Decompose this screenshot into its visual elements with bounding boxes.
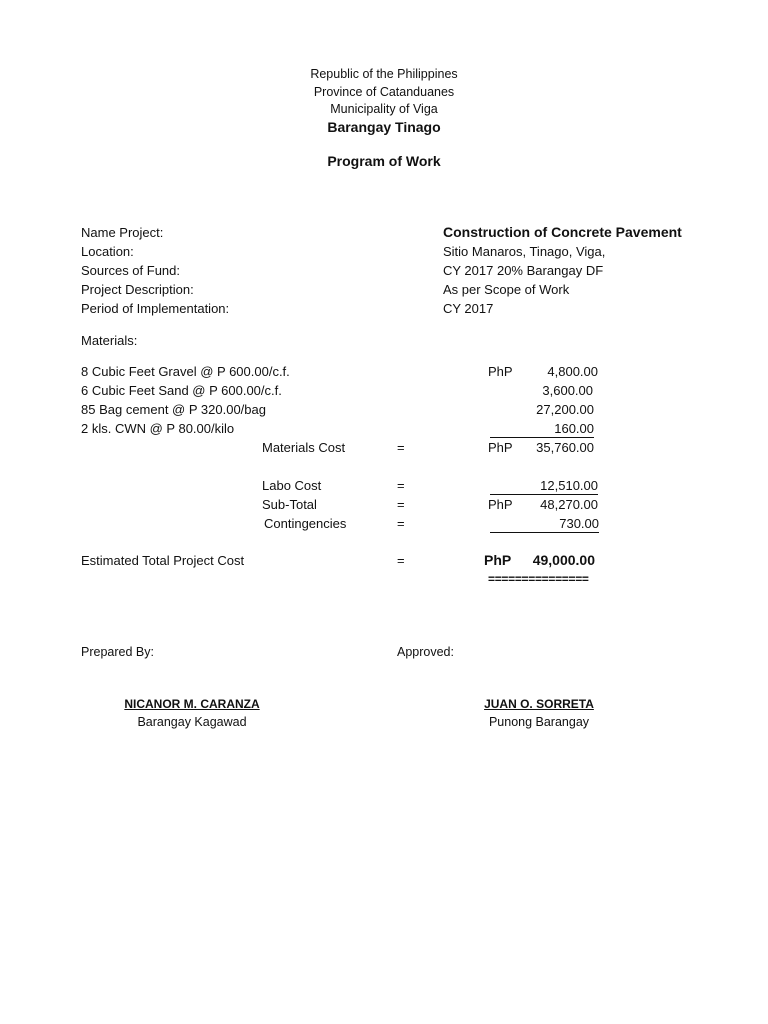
total-currency: PhP <box>484 552 512 568</box>
fund-label: Sources of Fund: <box>81 263 180 278</box>
republic-line: Republic of the Philippines <box>310 67 458 81</box>
fund-value: CY 2017 20% Barangay DF <box>443 263 604 278</box>
material-item-amount: 3,600.00 <box>542 383 593 398</box>
equals-sign: = <box>397 553 405 568</box>
document-title: Program of Work <box>327 153 441 169</box>
province-line: Province of Catanduanes <box>313 85 455 99</box>
location-value: Sitio Manaros, Tinago, Viga, <box>443 244 606 259</box>
material-item-desc: 8 Cubic Feet Gravel @ P 600.00/c.f. <box>81 364 290 379</box>
municipality-line: Municipality of Viga <box>330 102 438 116</box>
total-amount: 49,000.00 <box>532 552 595 568</box>
location-label: Location: <box>81 244 134 259</box>
preparer-name: NICANOR M. CARANZA <box>124 697 260 711</box>
material-item-desc: 2 kls. CWN @ P 80.00/kilo <box>81 421 235 436</box>
description-label: Project Description: <box>81 282 194 297</box>
labor-cost-amount: 12,510.00 <box>490 478 598 495</box>
barangay-name: Barangay Tinago <box>327 119 441 135</box>
subtotal-currency: PhP <box>488 497 513 512</box>
total-double-rule: =============== <box>488 572 589 586</box>
material-item-amount: 27,200.00 <box>536 402 594 417</box>
labor-cost-label: Labo Cost <box>262 478 322 493</box>
material-item-amount: 160.00 <box>490 421 594 438</box>
period-value: CY 2017 <box>443 301 494 316</box>
materials-heading: Materials: <box>81 333 138 348</box>
preparer-title: Barangay Kagawad <box>137 715 247 729</box>
name-project-label: Name Project: <box>81 225 164 240</box>
equals-sign: = <box>397 516 405 531</box>
approver-title: Punong Barangay <box>488 715 590 729</box>
period-label: Period of Implementation: <box>81 301 230 316</box>
material-item-currency: PhP <box>488 364 513 379</box>
description-value: As per Scope of Work <box>443 282 570 297</box>
material-item-desc: 85 Bag cement @ P 320.00/bag <box>81 402 266 417</box>
materials-cost-amount: 35,760.00 <box>536 440 594 455</box>
material-item-amount: 4,800.00 <box>547 364 598 379</box>
materials-cost-label: Materials Cost <box>262 440 346 455</box>
subtotal-amount: 48,270.00 <box>540 497 598 512</box>
subtotal-label: Sub-Total <box>262 497 317 512</box>
approver-name: JUAN O. SORRETA <box>484 697 594 711</box>
materials-cost-currency: PhP <box>488 440 513 455</box>
approved-label: Approved: <box>397 645 454 659</box>
total-label: Estimated Total Project Cost <box>81 553 245 568</box>
prepared-by-label: Prepared By: <box>81 645 154 659</box>
equals-sign: = <box>397 497 405 512</box>
contingencies-amount: 730.00 <box>490 516 599 533</box>
material-item-desc: 6 Cubic Feet Sand @ P 600.00/c.f. <box>81 383 282 398</box>
equals-sign: = <box>397 478 405 493</box>
name-project-value: Construction of Concrete Pavement <box>443 224 682 240</box>
contingencies-label: Contingencies <box>264 516 347 531</box>
equals-sign: = <box>397 440 405 455</box>
